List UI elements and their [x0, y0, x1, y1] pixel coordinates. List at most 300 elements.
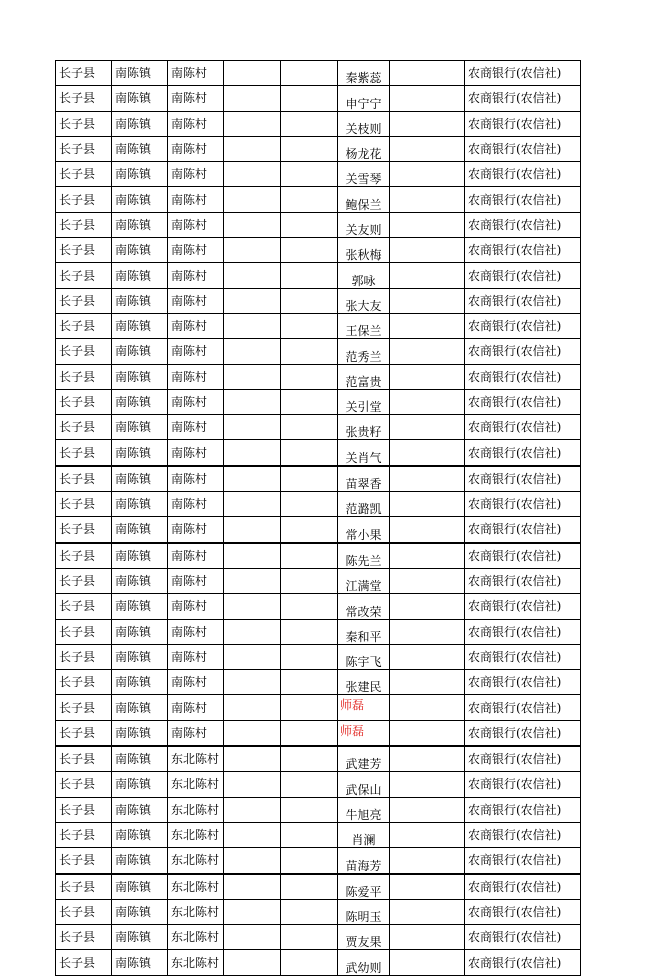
- empty-cell[interactable]: [281, 466, 338, 492]
- empty-cell[interactable]: [224, 313, 281, 338]
- village-cell[interactable]: 东北陈村: [168, 899, 224, 924]
- name-cell[interactable]: 范秀兰: [338, 339, 390, 364]
- empty-cell[interactable]: [390, 797, 465, 822]
- name-cell[interactable]: 秦和平: [338, 619, 390, 644]
- empty-cell[interactable]: [224, 670, 281, 695]
- bank-cell[interactable]: 农商银行(农信社): [465, 136, 581, 161]
- village-cell[interactable]: 南陈村: [168, 263, 224, 288]
- village-cell[interactable]: 南陈村: [168, 313, 224, 338]
- empty-cell[interactable]: [224, 594, 281, 619]
- empty-cell[interactable]: [224, 822, 281, 847]
- empty-cell[interactable]: [281, 644, 338, 669]
- county-cell[interactable]: 长子县: [56, 925, 112, 950]
- bank-cell[interactable]: 农商银行(农信社): [465, 848, 581, 874]
- empty-cell[interactable]: [281, 136, 338, 161]
- empty-cell[interactable]: [224, 364, 281, 389]
- county-cell[interactable]: 长子县: [56, 212, 112, 237]
- name-cell[interactable]: 陈宇飞: [338, 644, 390, 669]
- name-cell[interactable]: 陈爱平: [338, 874, 390, 900]
- empty-cell[interactable]: [390, 86, 465, 111]
- county-cell[interactable]: 长子县: [56, 670, 112, 695]
- town-cell[interactable]: 南陈镇: [112, 925, 168, 950]
- empty-cell[interactable]: [224, 644, 281, 669]
- town-cell[interactable]: 南陈镇: [112, 568, 168, 593]
- empty-cell[interactable]: [224, 263, 281, 288]
- empty-cell[interactable]: [281, 364, 338, 389]
- empty-cell[interactable]: [224, 440, 281, 466]
- empty-cell[interactable]: [390, 772, 465, 797]
- empty-cell[interactable]: [281, 288, 338, 313]
- empty-cell[interactable]: [281, 415, 338, 440]
- town-cell[interactable]: 南陈镇: [112, 874, 168, 900]
- county-cell[interactable]: 长子县: [56, 238, 112, 263]
- empty-cell[interactable]: [224, 86, 281, 111]
- town-cell[interactable]: 南陈镇: [112, 899, 168, 924]
- empty-cell[interactable]: [390, 389, 465, 414]
- empty-cell[interactable]: [224, 720, 281, 746]
- name-cell[interactable]: 关肖气: [338, 440, 390, 466]
- name-cell[interactable]: 申宁宁: [338, 86, 390, 111]
- village-cell[interactable]: 南陈村: [168, 238, 224, 263]
- village-cell[interactable]: 南陈村: [168, 670, 224, 695]
- town-cell[interactable]: 南陈镇: [112, 619, 168, 644]
- empty-cell[interactable]: [390, 594, 465, 619]
- bank-cell[interactable]: 农商银行(农信社): [465, 415, 581, 440]
- empty-cell[interactable]: [281, 162, 338, 187]
- county-cell[interactable]: 长子县: [56, 263, 112, 288]
- name-cell[interactable]: 武幼则: [338, 950, 390, 975]
- village-cell[interactable]: 南陈村: [168, 111, 224, 136]
- empty-cell[interactable]: [281, 238, 338, 263]
- bank-cell[interactable]: 农商银行(农信社): [465, 619, 581, 644]
- empty-cell[interactable]: [390, 543, 465, 569]
- name-cell[interactable]: 牛旭亮: [338, 797, 390, 822]
- name-cell[interactable]: 王保兰: [338, 313, 390, 338]
- empty-cell[interactable]: [224, 187, 281, 212]
- name-cell[interactable]: 苗海芳: [338, 848, 390, 874]
- empty-cell[interactable]: [224, 492, 281, 517]
- county-cell[interactable]: 长子县: [56, 415, 112, 440]
- county-cell[interactable]: 长子县: [56, 568, 112, 593]
- town-cell[interactable]: 南陈镇: [112, 136, 168, 161]
- empty-cell[interactable]: [390, 695, 465, 720]
- table-row: [56, 874, 581, 900]
- town-cell[interactable]: 南陈镇: [112, 950, 168, 975]
- village-cell[interactable]: 南陈村: [168, 440, 224, 466]
- name-cell[interactable]: 苗翠香: [338, 466, 390, 492]
- empty-cell[interactable]: [224, 162, 281, 187]
- empty-cell[interactable]: [390, 848, 465, 874]
- town-cell[interactable]: 南陈镇: [112, 466, 168, 492]
- county-cell[interactable]: 长子县: [56, 899, 112, 924]
- empty-cell[interactable]: [390, 162, 465, 187]
- empty-cell[interactable]: [390, 517, 465, 543]
- town-cell[interactable]: 南陈镇: [112, 364, 168, 389]
- bank-cell[interactable]: 农商银行(农信社): [465, 874, 581, 900]
- village-cell[interactable]: 南陈村: [168, 61, 224, 86]
- empty-cell[interactable]: [224, 61, 281, 86]
- empty-cell[interactable]: [281, 822, 338, 847]
- town-cell[interactable]: 南陈镇: [112, 187, 168, 212]
- empty-cell[interactable]: [224, 797, 281, 822]
- county-cell[interactable]: 长子县: [56, 950, 112, 975]
- empty-cell[interactable]: [281, 568, 338, 593]
- bank-cell[interactable]: 农商银行(农信社): [465, 720, 581, 746]
- county-cell[interactable]: 长子县: [56, 466, 112, 492]
- name-cell[interactable]: 师磊: [338, 695, 390, 720]
- town-cell[interactable]: 南陈镇: [112, 695, 168, 720]
- county-cell[interactable]: 长子县: [56, 162, 112, 187]
- empty-cell[interactable]: [390, 111, 465, 136]
- empty-cell[interactable]: [224, 136, 281, 161]
- village-cell[interactable]: 南陈村: [168, 720, 224, 746]
- empty-cell[interactable]: [390, 720, 465, 746]
- empty-cell[interactable]: [390, 136, 465, 161]
- town-cell[interactable]: 南陈镇: [112, 670, 168, 695]
- town-cell[interactable]: 南陈镇: [112, 797, 168, 822]
- empty-cell[interactable]: [281, 720, 338, 746]
- table-row: [56, 440, 581, 466]
- table-row: [56, 797, 581, 822]
- county-cell[interactable]: 长子县: [56, 111, 112, 136]
- empty-cell[interactable]: [281, 619, 338, 644]
- bank-cell[interactable]: 农商银行(农信社): [465, 772, 581, 797]
- town-cell[interactable]: 南陈镇: [112, 389, 168, 414]
- town-cell[interactable]: 南陈镇: [112, 212, 168, 237]
- empty-cell[interactable]: [224, 238, 281, 263]
- empty-cell[interactable]: [224, 772, 281, 797]
- county-cell[interactable]: 长子县: [56, 543, 112, 569]
- name-cell[interactable]: 肖澜: [338, 822, 390, 847]
- empty-cell[interactable]: [281, 746, 338, 772]
- empty-cell[interactable]: [390, 619, 465, 644]
- village-cell[interactable]: 南陈村: [168, 389, 224, 414]
- empty-cell[interactable]: [224, 543, 281, 569]
- bank-cell[interactable]: 农商银行(农信社): [465, 899, 581, 924]
- county-cell[interactable]: 长子县: [56, 848, 112, 874]
- bank-cell[interactable]: 农商银行(农信社): [465, 212, 581, 237]
- county-cell[interactable]: 长子县: [56, 61, 112, 86]
- empty-cell[interactable]: [281, 313, 338, 338]
- empty-cell[interactable]: [281, 187, 338, 212]
- county-cell[interactable]: 长子县: [56, 797, 112, 822]
- table-row: [56, 517, 581, 543]
- empty-cell[interactable]: [224, 212, 281, 237]
- empty-cell[interactable]: [281, 86, 338, 111]
- county-cell[interactable]: 长子县: [56, 720, 112, 746]
- spreadsheet-table: [55, 60, 581, 976]
- name-cell[interactable]: 张贵籽: [338, 415, 390, 440]
- town-cell[interactable]: 南陈镇: [112, 746, 168, 772]
- empty-cell[interactable]: [281, 874, 338, 900]
- county-cell[interactable]: 长子县: [56, 288, 112, 313]
- empty-cell[interactable]: [390, 313, 465, 338]
- county-cell[interactable]: 长子县: [56, 874, 112, 900]
- town-cell[interactable]: 南陈镇: [112, 61, 168, 86]
- empty-cell[interactable]: [390, 339, 465, 364]
- empty-cell[interactable]: [281, 772, 338, 797]
- bank-cell[interactable]: 农商银行(农信社): [465, 288, 581, 313]
- village-cell[interactable]: 东北陈村: [168, 772, 224, 797]
- bank-cell[interactable]: 农商银行(农信社): [465, 187, 581, 212]
- village-cell[interactable]: 东北陈村: [168, 822, 224, 847]
- name-cell[interactable]: 武保山: [338, 772, 390, 797]
- empty-cell[interactable]: [390, 288, 465, 313]
- village-cell[interactable]: 南陈村: [168, 695, 224, 720]
- village-cell[interactable]: 南陈村: [168, 543, 224, 569]
- village-cell[interactable]: 东北陈村: [168, 950, 224, 975]
- empty-cell[interactable]: [390, 925, 465, 950]
- empty-cell[interactable]: [224, 517, 281, 543]
- town-cell[interactable]: 南陈镇: [112, 238, 168, 263]
- bank-cell[interactable]: 农商银行(农信社): [465, 162, 581, 187]
- village-cell[interactable]: 南陈村: [168, 136, 224, 161]
- name-cell[interactable]: 常小果: [338, 517, 390, 543]
- county-cell[interactable]: 长子县: [56, 313, 112, 338]
- town-cell[interactable]: 南陈镇: [112, 111, 168, 136]
- village-cell[interactable]: 东北陈村: [168, 925, 224, 950]
- empty-cell[interactable]: [390, 492, 465, 517]
- name-cell[interactable]: 陈先兰: [338, 543, 390, 569]
- empty-cell[interactable]: [281, 111, 338, 136]
- county-cell[interactable]: 长子县: [56, 389, 112, 414]
- town-cell[interactable]: 南陈镇: [112, 543, 168, 569]
- bank-cell[interactable]: 农商银行(农信社): [465, 568, 581, 593]
- name-cell[interactable]: 贾友果: [338, 925, 390, 950]
- name-cell[interactable]: 关枝则: [338, 111, 390, 136]
- town-cell[interactable]: 南陈镇: [112, 517, 168, 543]
- empty-cell[interactable]: [224, 619, 281, 644]
- empty-cell[interactable]: [224, 848, 281, 874]
- town-cell[interactable]: 南陈镇: [112, 263, 168, 288]
- bank-cell[interactable]: 农商银行(农信社): [465, 61, 581, 86]
- bank-cell[interactable]: 农商银行(农信社): [465, 950, 581, 975]
- town-cell[interactable]: 南陈镇: [112, 772, 168, 797]
- empty-cell[interactable]: [281, 61, 338, 86]
- empty-cell[interactable]: [224, 111, 281, 136]
- table-row: [56, 238, 581, 263]
- name-cell[interactable]: 杨龙花: [338, 136, 390, 161]
- bank-cell[interactable]: 农商银行(农信社): [465, 389, 581, 414]
- empty-cell[interactable]: [281, 670, 338, 695]
- town-cell[interactable]: 南陈镇: [112, 162, 168, 187]
- bank-cell[interactable]: 农商银行(农信社): [465, 440, 581, 466]
- county-cell[interactable]: 长子县: [56, 772, 112, 797]
- empty-cell[interactable]: [224, 874, 281, 900]
- village-cell[interactable]: 南陈村: [168, 364, 224, 389]
- bank-cell[interactable]: 农商银行(农信社): [465, 364, 581, 389]
- table-row: [56, 848, 581, 874]
- table-row: [56, 339, 581, 364]
- name-cell[interactable]: 范潞凯: [338, 492, 390, 517]
- empty-cell[interactable]: [224, 339, 281, 364]
- empty-cell[interactable]: [390, 440, 465, 466]
- town-cell[interactable]: 南陈镇: [112, 848, 168, 874]
- county-cell[interactable]: 长子县: [56, 364, 112, 389]
- town-cell[interactable]: 南陈镇: [112, 594, 168, 619]
- table-row: [56, 263, 581, 288]
- empty-cell[interactable]: [281, 594, 338, 619]
- bank-cell[interactable]: 农商银行(农信社): [465, 263, 581, 288]
- empty-cell[interactable]: [390, 644, 465, 669]
- empty-cell[interactable]: [390, 415, 465, 440]
- empty-cell[interactable]: [390, 364, 465, 389]
- empty-cell[interactable]: [390, 466, 465, 492]
- village-cell[interactable]: 南陈村: [168, 568, 224, 593]
- empty-cell[interactable]: [281, 517, 338, 543]
- village-cell[interactable]: 南陈村: [168, 162, 224, 187]
- empty-cell[interactable]: [224, 415, 281, 440]
- county-cell[interactable]: 长子县: [56, 695, 112, 720]
- name-cell[interactable]: 关雪琴: [338, 162, 390, 187]
- empty-cell[interactable]: [281, 797, 338, 822]
- name-cell[interactable]: 张大友: [338, 288, 390, 313]
- empty-cell[interactable]: [224, 389, 281, 414]
- name-cell[interactable]: 江满堂: [338, 568, 390, 593]
- county-cell[interactable]: 长子县: [56, 492, 112, 517]
- county-cell[interactable]: 长子县: [56, 339, 112, 364]
- name-cell[interactable]: 陈明玉: [338, 899, 390, 924]
- county-cell[interactable]: 长子县: [56, 517, 112, 543]
- name-cell[interactable]: 武建芳: [338, 746, 390, 772]
- empty-cell[interactable]: [281, 339, 338, 364]
- village-cell[interactable]: 东北陈村: [168, 746, 224, 772]
- county-cell[interactable]: 长子县: [56, 440, 112, 466]
- name-cell[interactable]: 师磊: [338, 720, 390, 746]
- county-cell[interactable]: 长子县: [56, 644, 112, 669]
- bank-cell[interactable]: 农商银行(农信社): [465, 925, 581, 950]
- town-cell[interactable]: 南陈镇: [112, 440, 168, 466]
- village-cell[interactable]: 南陈村: [168, 492, 224, 517]
- county-cell[interactable]: 长子县: [56, 136, 112, 161]
- empty-cell[interactable]: [390, 950, 465, 975]
- bank-cell[interactable]: 农商银行(农信社): [465, 670, 581, 695]
- village-cell[interactable]: 东北陈村: [168, 848, 224, 874]
- bank-cell[interactable]: 农商银行(农信社): [465, 111, 581, 136]
- empty-cell[interactable]: [281, 440, 338, 466]
- village-cell[interactable]: 南陈村: [168, 517, 224, 543]
- empty-cell[interactable]: [281, 950, 338, 975]
- empty-cell[interactable]: [224, 950, 281, 975]
- bank-cell[interactable]: 农商银行(农信社): [465, 466, 581, 492]
- village-cell[interactable]: 南陈村: [168, 466, 224, 492]
- bank-cell[interactable]: 农商银行(农信社): [465, 313, 581, 338]
- bank-cell[interactable]: 农商银行(农信社): [465, 517, 581, 543]
- empty-cell[interactable]: [224, 568, 281, 593]
- empty-cell[interactable]: [281, 899, 338, 924]
- name-cell[interactable]: 鲍保兰: [338, 187, 390, 212]
- empty-cell[interactable]: [224, 925, 281, 950]
- empty-cell[interactable]: [281, 848, 338, 874]
- empty-cell[interactable]: [390, 238, 465, 263]
- name-cell[interactable]: 范富贵: [338, 364, 390, 389]
- empty-cell[interactable]: [390, 61, 465, 86]
- town-cell[interactable]: 南陈镇: [112, 644, 168, 669]
- village-cell[interactable]: 南陈村: [168, 187, 224, 212]
- county-cell[interactable]: 长子县: [56, 187, 112, 212]
- town-cell[interactable]: 南陈镇: [112, 313, 168, 338]
- bank-cell[interactable]: 农商银行(农信社): [465, 339, 581, 364]
- bank-cell[interactable]: 农商银行(农信社): [465, 594, 581, 619]
- bank-cell[interactable]: 农商银行(农信社): [465, 644, 581, 669]
- bank-cell[interactable]: 农商银行(农信社): [465, 695, 581, 720]
- bank-cell[interactable]: 农商银行(农信社): [465, 822, 581, 847]
- empty-cell[interactable]: [390, 568, 465, 593]
- empty-cell[interactable]: [224, 288, 281, 313]
- county-cell[interactable]: 长子县: [56, 86, 112, 111]
- town-cell[interactable]: 南陈镇: [112, 492, 168, 517]
- empty-cell[interactable]: [390, 822, 465, 847]
- village-cell[interactable]: 南陈村: [168, 415, 224, 440]
- bank-cell[interactable]: 农商银行(农信社): [465, 238, 581, 263]
- village-cell[interactable]: 东北陈村: [168, 797, 224, 822]
- bank-cell[interactable]: 农商银行(农信社): [465, 492, 581, 517]
- empty-cell[interactable]: [390, 212, 465, 237]
- name-cell[interactable]: 郭咏: [338, 263, 390, 288]
- empty-cell[interactable]: [281, 263, 338, 288]
- empty-cell[interactable]: [281, 925, 338, 950]
- village-cell[interactable]: 东北陈村: [168, 874, 224, 900]
- town-cell[interactable]: 南陈镇: [112, 339, 168, 364]
- town-cell[interactable]: 南陈镇: [112, 288, 168, 313]
- county-cell[interactable]: 长子县: [56, 594, 112, 619]
- name-cell[interactable]: 秦紫蕊: [338, 61, 390, 86]
- county-cell[interactable]: 长子县: [56, 619, 112, 644]
- empty-cell[interactable]: [224, 695, 281, 720]
- village-cell[interactable]: 南陈村: [168, 339, 224, 364]
- village-cell[interactable]: 南陈村: [168, 619, 224, 644]
- town-cell[interactable]: 南陈镇: [112, 415, 168, 440]
- empty-cell[interactable]: [224, 466, 281, 492]
- empty-cell[interactable]: [390, 899, 465, 924]
- name-cell[interactable]: 关引堂: [338, 389, 390, 414]
- village-cell[interactable]: 南陈村: [168, 212, 224, 237]
- empty-cell[interactable]: [390, 746, 465, 772]
- empty-cell[interactable]: [281, 695, 338, 720]
- empty-cell[interactable]: [281, 389, 338, 414]
- empty-cell[interactable]: [281, 492, 338, 517]
- table-row: [56, 950, 581, 975]
- empty-cell[interactable]: [390, 670, 465, 695]
- village-cell[interactable]: 南陈村: [168, 594, 224, 619]
- name-cell[interactable]: 张建民: [338, 670, 390, 695]
- empty-cell[interactable]: [390, 187, 465, 212]
- name-cell[interactable]: 张秋梅: [338, 238, 390, 263]
- empty-cell[interactable]: [390, 874, 465, 900]
- town-cell[interactable]: 南陈镇: [112, 86, 168, 111]
- bank-cell[interactable]: 农商银行(农信社): [465, 86, 581, 111]
- county-cell[interactable]: 长子县: [56, 746, 112, 772]
- empty-cell[interactable]: [281, 543, 338, 569]
- table-row: [56, 925, 581, 950]
- empty-cell[interactable]: [281, 212, 338, 237]
- empty-cell[interactable]: [224, 899, 281, 924]
- bank-cell[interactable]: 农商银行(农信社): [465, 797, 581, 822]
- town-cell[interactable]: 南陈镇: [112, 822, 168, 847]
- empty-cell[interactable]: [390, 263, 465, 288]
- village-cell[interactable]: 南陈村: [168, 86, 224, 111]
- bank-cell[interactable]: 农商银行(农信社): [465, 543, 581, 569]
- name-cell[interactable]: 关友则: [338, 212, 390, 237]
- empty-cell[interactable]: [224, 746, 281, 772]
- table-row: [56, 492, 581, 517]
- village-cell[interactable]: 南陈村: [168, 288, 224, 313]
- county-cell[interactable]: 长子县: [56, 822, 112, 847]
- town-cell[interactable]: 南陈镇: [112, 720, 168, 746]
- name-cell[interactable]: 常改荣: [338, 594, 390, 619]
- village-cell[interactable]: 南陈村: [168, 644, 224, 669]
- bank-cell[interactable]: 农商银行(农信社): [465, 746, 581, 772]
